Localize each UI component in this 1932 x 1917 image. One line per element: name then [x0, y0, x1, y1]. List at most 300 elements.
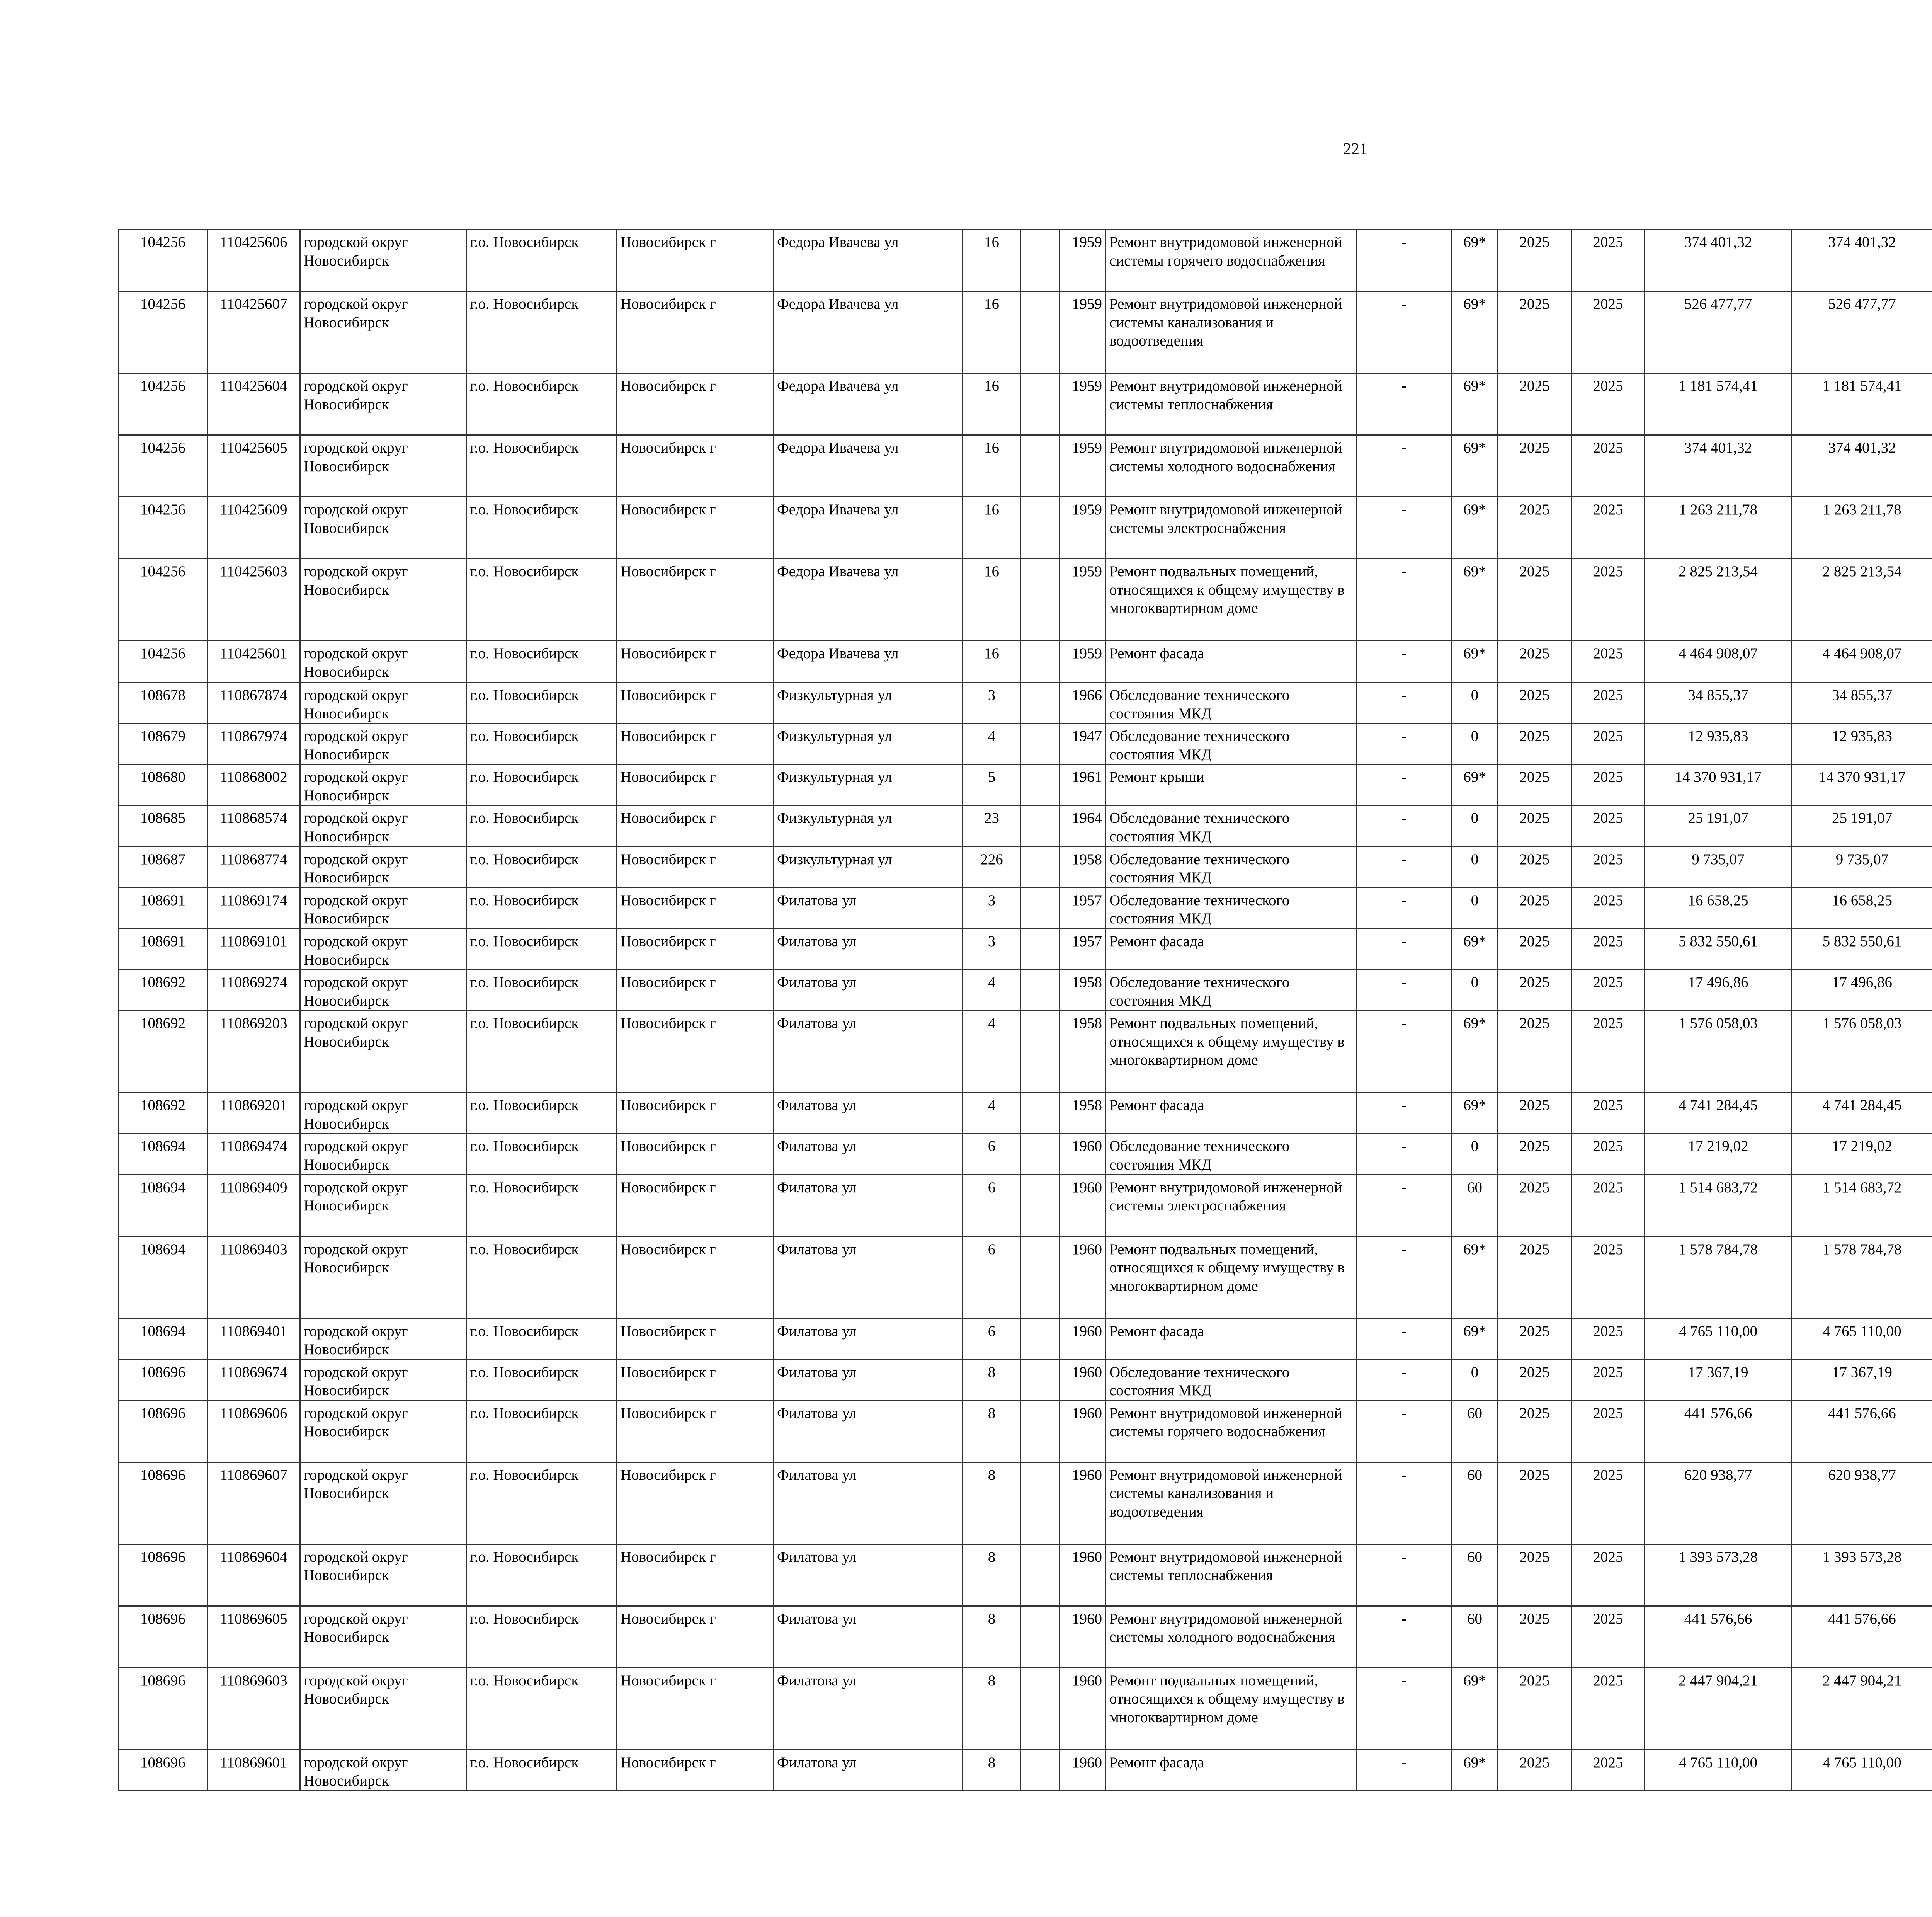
cell-year-start: 2025: [1498, 1093, 1571, 1134]
cell-street: Филатова ул: [774, 1134, 963, 1175]
cell-work-type: Обследование технического состояния МКД: [1106, 887, 1357, 928]
cell-code: 110869203: [207, 1011, 300, 1093]
cell-total-cost: 374 401,32: [1645, 435, 1792, 497]
cell-year: 1959: [1060, 641, 1106, 683]
cell-total-cost: 4 741 284,45: [1645, 1093, 1792, 1134]
cell-total-cost: 526 477,77: [1645, 291, 1792, 373]
cell-work-type: Ремонт фасада: [1106, 1318, 1357, 1359]
cell-street: Филатова ул: [774, 1011, 963, 1093]
cell-year-end: 2025: [1571, 1318, 1645, 1359]
cell-year-end: 2025: [1571, 887, 1645, 928]
cell-dash: -: [1357, 724, 1452, 764]
cell-code: 110869474: [207, 1134, 300, 1175]
cell-year: 1960: [1060, 1236, 1106, 1318]
table-row: [119, 887, 1932, 928]
cell-building: [1021, 683, 1060, 724]
cell-term: 69*: [1452, 1750, 1498, 1791]
cell-cost-regional: 1 576 058,03: [1792, 1011, 1932, 1093]
cell-work-type: Ремонт внутридомовой инженерной системы электроснабжения: [1106, 497, 1357, 559]
cell-street: Филатова ул: [774, 1668, 963, 1750]
cell-municipal-district: г.о. Новосибирск: [466, 641, 617, 683]
table-row: [119, 1400, 1932, 1462]
cell-year: 1959: [1060, 559, 1106, 641]
cell-year: 1960: [1060, 1134, 1106, 1175]
cell-cost-regional: 1 578 784,78: [1792, 1236, 1932, 1318]
cell-building: [1021, 1750, 1060, 1791]
cell-code: 110869403: [207, 1236, 300, 1318]
cell-city: Новосибирск г: [617, 497, 774, 559]
table-row: [119, 1318, 1932, 1359]
cell-year-end: 2025: [1571, 1011, 1645, 1093]
cell-total-cost: 12 935,83: [1645, 724, 1792, 764]
cell-year-end: 2025: [1571, 928, 1645, 969]
cell-term: 69*: [1452, 641, 1498, 683]
cell-street: Филатова ул: [774, 1093, 963, 1134]
cell-year-start: 2025: [1498, 1011, 1571, 1093]
cell-year-start: 2025: [1498, 887, 1571, 928]
cell-id: 108691: [119, 887, 207, 928]
cell-municipal-district: г.о. Новосибирск: [466, 1544, 617, 1606]
cell-id: 108694: [119, 1318, 207, 1359]
cell-building: [1021, 497, 1060, 559]
cell-work-type: Ремонт внутридомовой инженерной системы канализования и водоотведения: [1106, 1462, 1357, 1544]
cell-dash: -: [1357, 887, 1452, 928]
cell-street: Федора Ивачева ул: [774, 373, 963, 435]
cell-term: 0: [1452, 1134, 1498, 1175]
cell-year-end: 2025: [1571, 559, 1645, 641]
cell-term: 69*: [1452, 1011, 1498, 1093]
cell-year-start: 2025: [1498, 1359, 1571, 1400]
cell-building: [1021, 230, 1060, 291]
cell-building: [1021, 846, 1060, 887]
cell-term: 60: [1452, 1400, 1498, 1462]
cell-work-type: Ремонт внутридомовой инженерной системы канализования и водоотведения: [1106, 291, 1357, 373]
cell-dash: -: [1357, 373, 1452, 435]
cell-cost-regional: 4 765 110,00: [1792, 1318, 1932, 1359]
cell-street: Физкультурная ул: [774, 683, 963, 724]
cell-municipal-district: г.о. Новосибирск: [466, 1606, 617, 1668]
cell-house: 4: [963, 970, 1021, 1011]
cell-street: Филатова ул: [774, 1750, 963, 1791]
cell-house: 4: [963, 1093, 1021, 1134]
cell-year-start: 2025: [1498, 1400, 1571, 1462]
cell-total-cost: 441 576,66: [1645, 1400, 1792, 1462]
cell-city: Новосибирск г: [617, 1011, 774, 1093]
cell-dash: -: [1357, 435, 1452, 497]
cell-year: 1961: [1060, 764, 1106, 805]
cell-cost-regional: 4 765 110,00: [1792, 1750, 1932, 1791]
cell-municipality: городской округ Новосибирск: [300, 1011, 466, 1093]
cell-municipal-district: г.о. Новосибирск: [466, 373, 617, 435]
cell-work-type: Ремонт фасада: [1106, 928, 1357, 969]
cell-year-end: 2025: [1571, 805, 1645, 846]
cell-id: 108696: [119, 1750, 207, 1791]
cell-building: [1021, 373, 1060, 435]
cell-dash: -: [1357, 805, 1452, 846]
cell-year-start: 2025: [1498, 1134, 1571, 1175]
cell-total-cost: 2 447 904,21: [1645, 1668, 1792, 1750]
cell-municipality: городской округ Новосибирск: [300, 1134, 466, 1175]
cell-code: 110425609: [207, 497, 300, 559]
cell-municipal-district: г.о. Новосибирск: [466, 846, 617, 887]
cell-code: 110425606: [207, 230, 300, 291]
cell-municipality: городской округ Новосибирск: [300, 764, 466, 805]
table-row: [119, 230, 1932, 291]
cell-city: Новосибирск г: [617, 805, 774, 846]
cell-year-start: 2025: [1498, 846, 1571, 887]
cell-total-cost: 4 765 110,00: [1645, 1318, 1792, 1359]
cell-house: 5: [963, 764, 1021, 805]
cell-house: 16: [963, 291, 1021, 373]
cell-municipality: городской округ Новосибирск: [300, 928, 466, 969]
cell-total-cost: 34 855,37: [1645, 683, 1792, 724]
cell-street: Физкультурная ул: [774, 846, 963, 887]
cell-street: Филатова ул: [774, 887, 963, 928]
table-row: [119, 764, 1932, 805]
cell-city: Новосибирск г: [617, 1236, 774, 1318]
cell-work-type: Обследование технического состояния МКД: [1106, 1134, 1357, 1175]
cell-house: 6: [963, 1318, 1021, 1359]
table-row: [119, 1134, 1932, 1175]
cell-dash: -: [1357, 1011, 1452, 1093]
cell-term: 0: [1452, 846, 1498, 887]
cell-city: Новосибирск г: [617, 1093, 774, 1134]
cell-dash: -: [1357, 1359, 1452, 1400]
table-row: [119, 1093, 1932, 1134]
cell-work-type: Обследование технического состояния МКД: [1106, 846, 1357, 887]
cell-municipality: городской округ Новосибирск: [300, 1359, 466, 1400]
cell-id: 108692: [119, 970, 207, 1011]
cell-year-start: 2025: [1498, 970, 1571, 1011]
cell-street: Федора Ивачева ул: [774, 641, 963, 683]
cell-cost-regional: 1 393 573,28: [1792, 1544, 1932, 1606]
cell-term: 69*: [1452, 230, 1498, 291]
cell-street: Физкультурная ул: [774, 805, 963, 846]
cell-building: [1021, 1093, 1060, 1134]
cell-id: 104256: [119, 373, 207, 435]
cell-year-end: 2025: [1571, 497, 1645, 559]
cell-building: [1021, 724, 1060, 764]
cell-term: 69*: [1452, 373, 1498, 435]
cell-year-end: 2025: [1571, 683, 1645, 724]
cell-year-start: 2025: [1498, 1175, 1571, 1236]
cell-id: 108685: [119, 805, 207, 846]
cell-city: Новосибирск г: [617, 230, 774, 291]
cell-work-type: Обследование технического состояния МКД: [1106, 1359, 1357, 1400]
cell-street: Федора Ивачева ул: [774, 435, 963, 497]
cell-street: Филатова ул: [774, 1318, 963, 1359]
cell-year: 1947: [1060, 724, 1106, 764]
cell-building: [1021, 1400, 1060, 1462]
cell-house: 8: [963, 1606, 1021, 1668]
cell-municipal-district: г.о. Новосибирск: [466, 1011, 617, 1093]
cell-year: 1960: [1060, 1318, 1106, 1359]
cell-year-start: 2025: [1498, 291, 1571, 373]
cell-municipal-district: г.о. Новосибирск: [466, 1175, 617, 1236]
cell-term: 60: [1452, 1544, 1498, 1606]
cell-work-type: Ремонт внутридомовой инженерной системы холодного водоснабжения: [1106, 435, 1357, 497]
cell-year-end: 2025: [1571, 373, 1645, 435]
cell-year-start: 2025: [1498, 1236, 1571, 1318]
table-row: [119, 1011, 1932, 1093]
cell-year-end: 2025: [1571, 1668, 1645, 1750]
cell-work-type: Ремонт подвальных помещений, относящихся к общему имуществу в многоквартирном доме: [1106, 1236, 1357, 1318]
table-row: [119, 497, 1932, 559]
cell-total-cost: 1 393 573,28: [1645, 1544, 1792, 1606]
cell-municipality: городской округ Новосибирск: [300, 846, 466, 887]
cell-year-end: 2025: [1571, 641, 1645, 683]
cell-work-type: Обследование технического состояния МКД: [1106, 970, 1357, 1011]
cell-total-cost: 5 832 550,61: [1645, 928, 1792, 969]
cell-cost-regional: 1 263 211,78: [1792, 497, 1932, 559]
cell-year: 1958: [1060, 1011, 1106, 1093]
cell-house: 8: [963, 1462, 1021, 1544]
cell-code: 110425603: [207, 559, 300, 641]
cell-id: 108696: [119, 1544, 207, 1606]
cell-year-start: 2025: [1498, 683, 1571, 724]
cell-municipal-district: г.о. Новосибирск: [466, 805, 617, 846]
cell-street: Филатова ул: [774, 928, 963, 969]
cell-code: 110425605: [207, 435, 300, 497]
cell-year: 1966: [1060, 683, 1106, 724]
cell-building: [1021, 1668, 1060, 1750]
cell-building: [1021, 1175, 1060, 1236]
cell-year-end: 2025: [1571, 291, 1645, 373]
cell-street: Федора Ивачева ул: [774, 230, 963, 291]
cell-work-type: Ремонт внутридомовой инженерной системы теплоснабжения: [1106, 1544, 1357, 1606]
cell-year: 1957: [1060, 928, 1106, 969]
cell-term: 0: [1452, 1359, 1498, 1400]
cell-year: 1960: [1060, 1462, 1106, 1544]
cell-dash: -: [1357, 1462, 1452, 1544]
cell-id: 108679: [119, 724, 207, 764]
cell-year-end: 2025: [1571, 764, 1645, 805]
cell-municipality: городской округ Новосибирск: [300, 641, 466, 683]
cell-cost-regional: 1 514 683,72: [1792, 1175, 1932, 1236]
cell-work-type: Ремонт внутридомовой инженерной системы горячего водоснабжения: [1106, 1400, 1357, 1462]
cell-year: 1960: [1060, 1175, 1106, 1236]
cell-municipal-district: г.о. Новосибирск: [466, 1359, 617, 1400]
cell-street: Филатова ул: [774, 1236, 963, 1318]
cell-total-cost: 1 514 683,72: [1645, 1175, 1792, 1236]
cell-dash: -: [1357, 1236, 1452, 1318]
cell-work-type: Ремонт подвальных помещений, относящихся к общему имуществу в многоквартирном доме: [1106, 1011, 1357, 1093]
cell-total-cost: 1 263 211,78: [1645, 497, 1792, 559]
cell-year: 1960: [1060, 1606, 1106, 1668]
table-row: [119, 805, 1932, 846]
cell-municipality: городской округ Новосибирск: [300, 970, 466, 1011]
cell-cost-regional: 17 496,86: [1792, 970, 1932, 1011]
table-row: [119, 559, 1932, 641]
cell-year-end: 2025: [1571, 1359, 1645, 1400]
cell-municipal-district: г.о. Новосибирск: [466, 291, 617, 373]
cell-work-type: Обследование технического состояния МКД: [1106, 724, 1357, 764]
cell-cost-regional: 17 219,02: [1792, 1134, 1932, 1175]
cell-year: 1960: [1060, 1544, 1106, 1606]
cell-cost-regional: 2 447 904,21: [1792, 1668, 1932, 1750]
cell-building: [1021, 1236, 1060, 1318]
cell-street: Филатова ул: [774, 970, 963, 1011]
cell-dash: -: [1357, 928, 1452, 969]
cell-total-cost: 4 464 908,07: [1645, 641, 1792, 683]
cell-municipal-district: г.о. Новосибирск: [466, 1750, 617, 1791]
cell-cost-regional: 2 825 213,54: [1792, 559, 1932, 641]
cell-cost-regional: 5 832 550,61: [1792, 928, 1932, 969]
cell-id: 104256: [119, 641, 207, 683]
cell-year-start: 2025: [1498, 373, 1571, 435]
cell-city: Новосибирск г: [617, 928, 774, 969]
cell-id: 104256: [119, 497, 207, 559]
cell-term: 0: [1452, 970, 1498, 1011]
cell-city: Новосибирск г: [617, 846, 774, 887]
cell-code: 110869606: [207, 1400, 300, 1462]
cell-municipal-district: г.о. Новосибирск: [466, 1668, 617, 1750]
cell-street: Федора Ивачева ул: [774, 559, 963, 641]
table-row: [119, 1668, 1932, 1750]
cell-cost-regional: 526 477,77: [1792, 291, 1932, 373]
cell-term: 69*: [1452, 1236, 1498, 1318]
cell-term: 69*: [1452, 928, 1498, 969]
cell-municipality: городской округ Новосибирск: [300, 1318, 466, 1359]
cell-term: 69*: [1452, 497, 1498, 559]
cell-dash: -: [1357, 1318, 1452, 1359]
cell-id: 108696: [119, 1668, 207, 1750]
cell-municipal-district: г.о. Новосибирск: [466, 887, 617, 928]
cell-city: Новосибирск г: [617, 1606, 774, 1668]
cell-house: 8: [963, 1668, 1021, 1750]
cell-municipal-district: г.о. Новосибирск: [466, 1462, 617, 1544]
cell-work-type: Ремонт внутридомовой инженерной системы холодного водоснабжения: [1106, 1606, 1357, 1668]
cell-year-start: 2025: [1498, 559, 1571, 641]
cell-term: 0: [1452, 805, 1498, 846]
cell-year-end: 2025: [1571, 1134, 1645, 1175]
cell-term: 60: [1452, 1462, 1498, 1544]
cell-cost-regional: 4 741 284,45: [1792, 1093, 1932, 1134]
cell-year: 1960: [1060, 1668, 1106, 1750]
cell-dash: -: [1357, 559, 1452, 641]
cell-year: 1958: [1060, 846, 1106, 887]
cell-total-cost: 1 181 574,41: [1645, 373, 1792, 435]
cell-municipality: городской округ Новосибирск: [300, 1093, 466, 1134]
table-row: [119, 1236, 1932, 1318]
cell-city: Новосибирск г: [617, 291, 774, 373]
cell-year-start: 2025: [1498, 1750, 1571, 1791]
cell-code: 110868774: [207, 846, 300, 887]
cell-municipal-district: г.о. Новосибирск: [466, 1400, 617, 1462]
cell-total-cost: 1 578 784,78: [1645, 1236, 1792, 1318]
cell-year-start: 2025: [1498, 641, 1571, 683]
cell-year: 1959: [1060, 230, 1106, 291]
cell-municipal-district: г.о. Новосибирск: [466, 230, 617, 291]
cell-term: 69*: [1452, 559, 1498, 641]
cell-id: 104256: [119, 435, 207, 497]
cell-term: 69*: [1452, 435, 1498, 497]
cell-street: Филатова ул: [774, 1462, 963, 1544]
cell-year-start: 2025: [1498, 1544, 1571, 1606]
cell-total-cost: 1 576 058,03: [1645, 1011, 1792, 1093]
cell-code: 110869101: [207, 928, 300, 969]
cell-municipal-district: г.о. Новосибирск: [466, 559, 617, 641]
cell-dash: -: [1357, 846, 1452, 887]
cell-work-type: Ремонт внутридомовой инженерной системы электроснабжения: [1106, 1175, 1357, 1236]
cell-code: 110425601: [207, 641, 300, 683]
cell-street: Федора Ивачева ул: [774, 291, 963, 373]
cell-total-cost: 2 825 213,54: [1645, 559, 1792, 641]
cell-city: Новосибирск г: [617, 764, 774, 805]
cell-year-end: 2025: [1571, 1606, 1645, 1668]
cell-house: 23: [963, 805, 1021, 846]
cell-id: 104256: [119, 291, 207, 373]
table-row: [119, 724, 1932, 764]
cell-total-cost: 4 765 110,00: [1645, 1750, 1792, 1791]
cell-street: Физкультурная ул: [774, 764, 963, 805]
cell-municipality: городской округ Новосибирск: [300, 724, 466, 764]
cell-id: 108692: [119, 1093, 207, 1134]
cell-house: 3: [963, 928, 1021, 969]
cell-municipality: городской округ Новосибирск: [300, 291, 466, 373]
cell-building: [1021, 1011, 1060, 1093]
cell-municipality: городской округ Новосибирск: [300, 435, 466, 497]
cell-term: 69*: [1452, 1318, 1498, 1359]
cell-municipality: городской округ Новосибирск: [300, 1606, 466, 1668]
cell-work-type: Обследование технического состояния МКД: [1106, 683, 1357, 724]
cell-id: 108687: [119, 846, 207, 887]
cell-house: 4: [963, 1011, 1021, 1093]
cell-building: [1021, 887, 1060, 928]
cell-dash: -: [1357, 291, 1452, 373]
cell-building: [1021, 764, 1060, 805]
cell-year-end: 2025: [1571, 1462, 1645, 1544]
cell-city: Новосибирск г: [617, 641, 774, 683]
cell-term: 0: [1452, 724, 1498, 764]
cell-dash: -: [1357, 497, 1452, 559]
cell-house: 226: [963, 846, 1021, 887]
cell-house: 4: [963, 724, 1021, 764]
cell-building: [1021, 1544, 1060, 1606]
cell-total-cost: 17 496,86: [1645, 970, 1792, 1011]
cell-total-cost: 441 576,66: [1645, 1606, 1792, 1668]
cell-house: 8: [963, 1544, 1021, 1606]
cell-work-type: Ремонт крыши: [1106, 764, 1357, 805]
cell-municipal-district: г.о. Новосибирск: [466, 1236, 617, 1318]
cell-cost-regional: 12 935,83: [1792, 724, 1932, 764]
table-row: [119, 1750, 1932, 1791]
cell-work-type: Обследование технического состояния МКД: [1106, 805, 1357, 846]
cell-cost-regional: 34 855,37: [1792, 683, 1932, 724]
cell-house: 16: [963, 641, 1021, 683]
cell-year: 1959: [1060, 291, 1106, 373]
cell-municipality: городской округ Новосибирск: [300, 683, 466, 724]
cell-code: 110868002: [207, 764, 300, 805]
cell-street: Филатова ул: [774, 1400, 963, 1462]
cell-street: Физкультурная ул: [774, 724, 963, 764]
cell-building: [1021, 641, 1060, 683]
cell-term: 0: [1452, 887, 1498, 928]
cell-year-end: 2025: [1571, 230, 1645, 291]
cell-municipality: городской округ Новосибирск: [300, 887, 466, 928]
cell-code: 110869409: [207, 1175, 300, 1236]
cell-year-end: 2025: [1571, 1175, 1645, 1236]
cell-cost-regional: 25 191,07: [1792, 805, 1932, 846]
cell-year-start: 2025: [1498, 1606, 1571, 1668]
table-row: [119, 970, 1932, 1011]
cell-year: 1964: [1060, 805, 1106, 846]
cell-year-start: 2025: [1498, 1668, 1571, 1750]
cell-year-end: 2025: [1571, 1544, 1645, 1606]
cell-id: 108680: [119, 764, 207, 805]
cell-id: 108696: [119, 1462, 207, 1544]
table-row: [119, 1544, 1932, 1606]
